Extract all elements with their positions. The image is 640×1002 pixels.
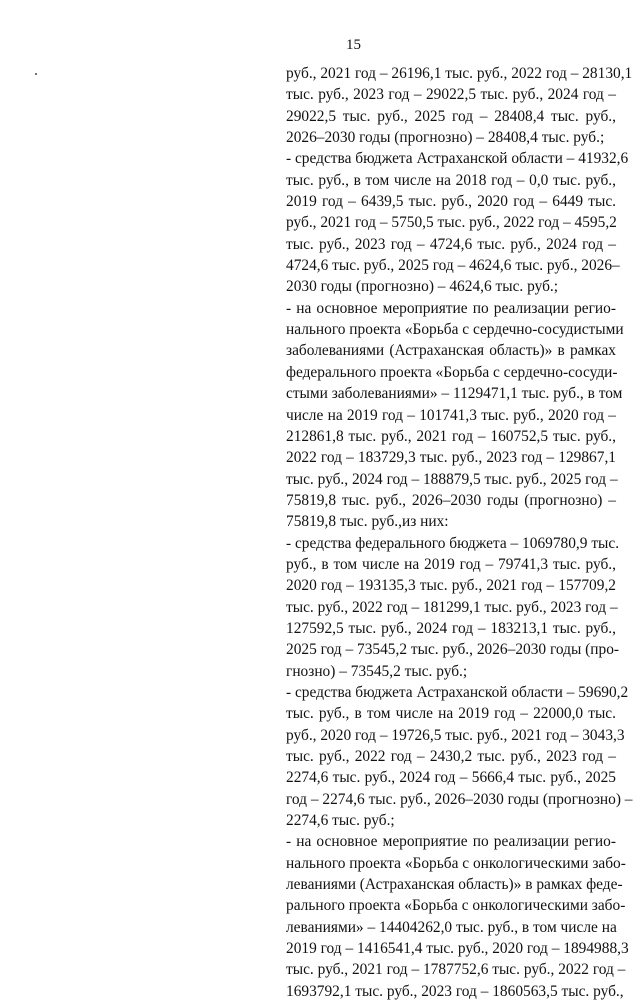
text-line: тыс. руб., 2021 год – 1787752,6 тыс. руб., 2022 год – [286, 961, 626, 979]
text-line: рального проекта «Борьба с онкологическими забо- [286, 897, 626, 915]
text-line: нального проекта «Борьба с сердечно-сосудистыми [286, 321, 624, 339]
text-line: - средства бюджета Астраханской области – 59690,2 [286, 683, 629, 701]
text-line: 75819,8 тыс. руб.,из них: [286, 513, 449, 531]
text-line: стыми заболеваниями» – 1129471,1 тыс. руб., в том [286, 385, 623, 403]
text-line: руб., 2021 год – 26196,1 тыс. руб., 2022 год – 28130,1 [286, 65, 633, 82]
text-line: руб., 2020 год – 19726,5 тыс. руб., 2021 год – 3043,3 [286, 726, 625, 744]
text-line: 2020 год – 193135,3 тыс. руб., 2021 год – 157709,2 [286, 577, 616, 595]
text-line: 127592,5 тыс. руб., 2024 год – 183213,1 тыс. руб., [286, 619, 616, 637]
text-line: - на основное мероприятие по реализации регио- [286, 299, 616, 317]
body-text [286, 63, 633, 1002]
text-line: тыс. руб., 2023 год – 4724,6 тыс. руб., 2024 год – [286, 235, 616, 253]
text-line: 212861,8 тыс. руб., 2021 год – 160752,5 тыс. руб., [286, 427, 616, 445]
text-line: тыс. руб., 2024 год – 188879,5 тыс. руб., 2025 год – [286, 470, 618, 488]
text-line: руб., 2021 год – 5750,5 тыс. руб., 2022 год – 4595,2 [286, 214, 617, 232]
text-line: руб., в том числе на 2019 год – 79741,3 тыс. руб., [286, 555, 616, 573]
text-line: 2030 годы (прогнозно) – 4624,6 тыс. руб.; [286, 278, 559, 296]
text-line: заболеваниями (Астраханская область)» в рамках [286, 342, 616, 360]
text-line: леваниями» – 14404262,0 тыс. руб., в том числе на [286, 918, 617, 936]
text-line: 2022 год – 183729,3 тыс. руб., 2023 год – 129867,1 [286, 449, 616, 467]
text-line: 1693792,1 тыс. руб., 2023 год – 1860563,5 тыс. руб., [286, 982, 624, 1000]
text-line: 2019 год – 1416541,4 тыс. руб., 2020 год – 1894988,3 [286, 940, 629, 958]
text-line: 75819,8 тыс. руб., 2026–2030 годы (прогнозно) – [286, 491, 616, 509]
margin-speck [35, 73, 37, 75]
text-line: - средства бюджета Астраханской области – 41932,6 [286, 150, 629, 168]
page-number: 15 [346, 37, 361, 53]
text-line: тыс. руб., в том числе на 2019 год – 22000,0 тыс. [286, 705, 616, 723]
text-line: тыс. руб., 2023 год – 29022,5 тыс. руб., 2024 год – [286, 86, 616, 104]
text-line: - средства федерального бюджета – 1069780,9 тыс. [286, 534, 620, 552]
text-line: тыс. руб., 2022 год – 2430,2 тыс. руб., 2023 год – [286, 748, 616, 765]
text-line: 2274,6 тыс. руб.; [286, 812, 395, 830]
text-line: 2019 год – 6439,5 тыс. руб., 2020 год – 6449 тыс. [286, 193, 616, 211]
text-line: гнозно) – 73545,2 тыс. руб.; [286, 662, 468, 680]
text-line: 4724,6 тыс. руб., 2025 год – 4624,6 тыс. руб., 2026– [286, 257, 620, 275]
text-line: 2026–2030 годы (прогнозно) – 28408,4 тыс. руб.; [286, 129, 605, 147]
text-line: 2025 год – 73545,2 тыс. руб., 2026–2030 годы (про- [286, 641, 620, 659]
text-line: тыс. руб., 2022 год – 181299,1 тыс. руб., 2023 год – [286, 598, 618, 616]
text-line: 2274,6 тыс. руб., 2024 год – 5666,4 тыс. руб., 2025 [286, 769, 616, 787]
text-line: год – 2274,6 тыс. руб., 2026–2030 годы (прогнозно) – [286, 790, 633, 808]
text-line: числе на 2019 год – 101741,3 тыс. руб., 2020 год – [286, 406, 616, 424]
text-line: 29022,5 тыс. руб., 2025 год – 28408,4 тыс. руб., [286, 107, 616, 125]
text-line: нального проекта «Борьба с онкологическими забо- [286, 854, 626, 872]
text-line: - на основное мероприятие по реализации регио- [286, 833, 616, 851]
text-line: тыс. руб., в том числе на 2018 год – 0,0 тыс. руб., [286, 171, 616, 189]
text-line: федерального проекта «Борьба с сердечно-сосуди- [286, 363, 618, 381]
text-line: леваниями (Астраханская область)» в рамках феде- [286, 876, 623, 894]
